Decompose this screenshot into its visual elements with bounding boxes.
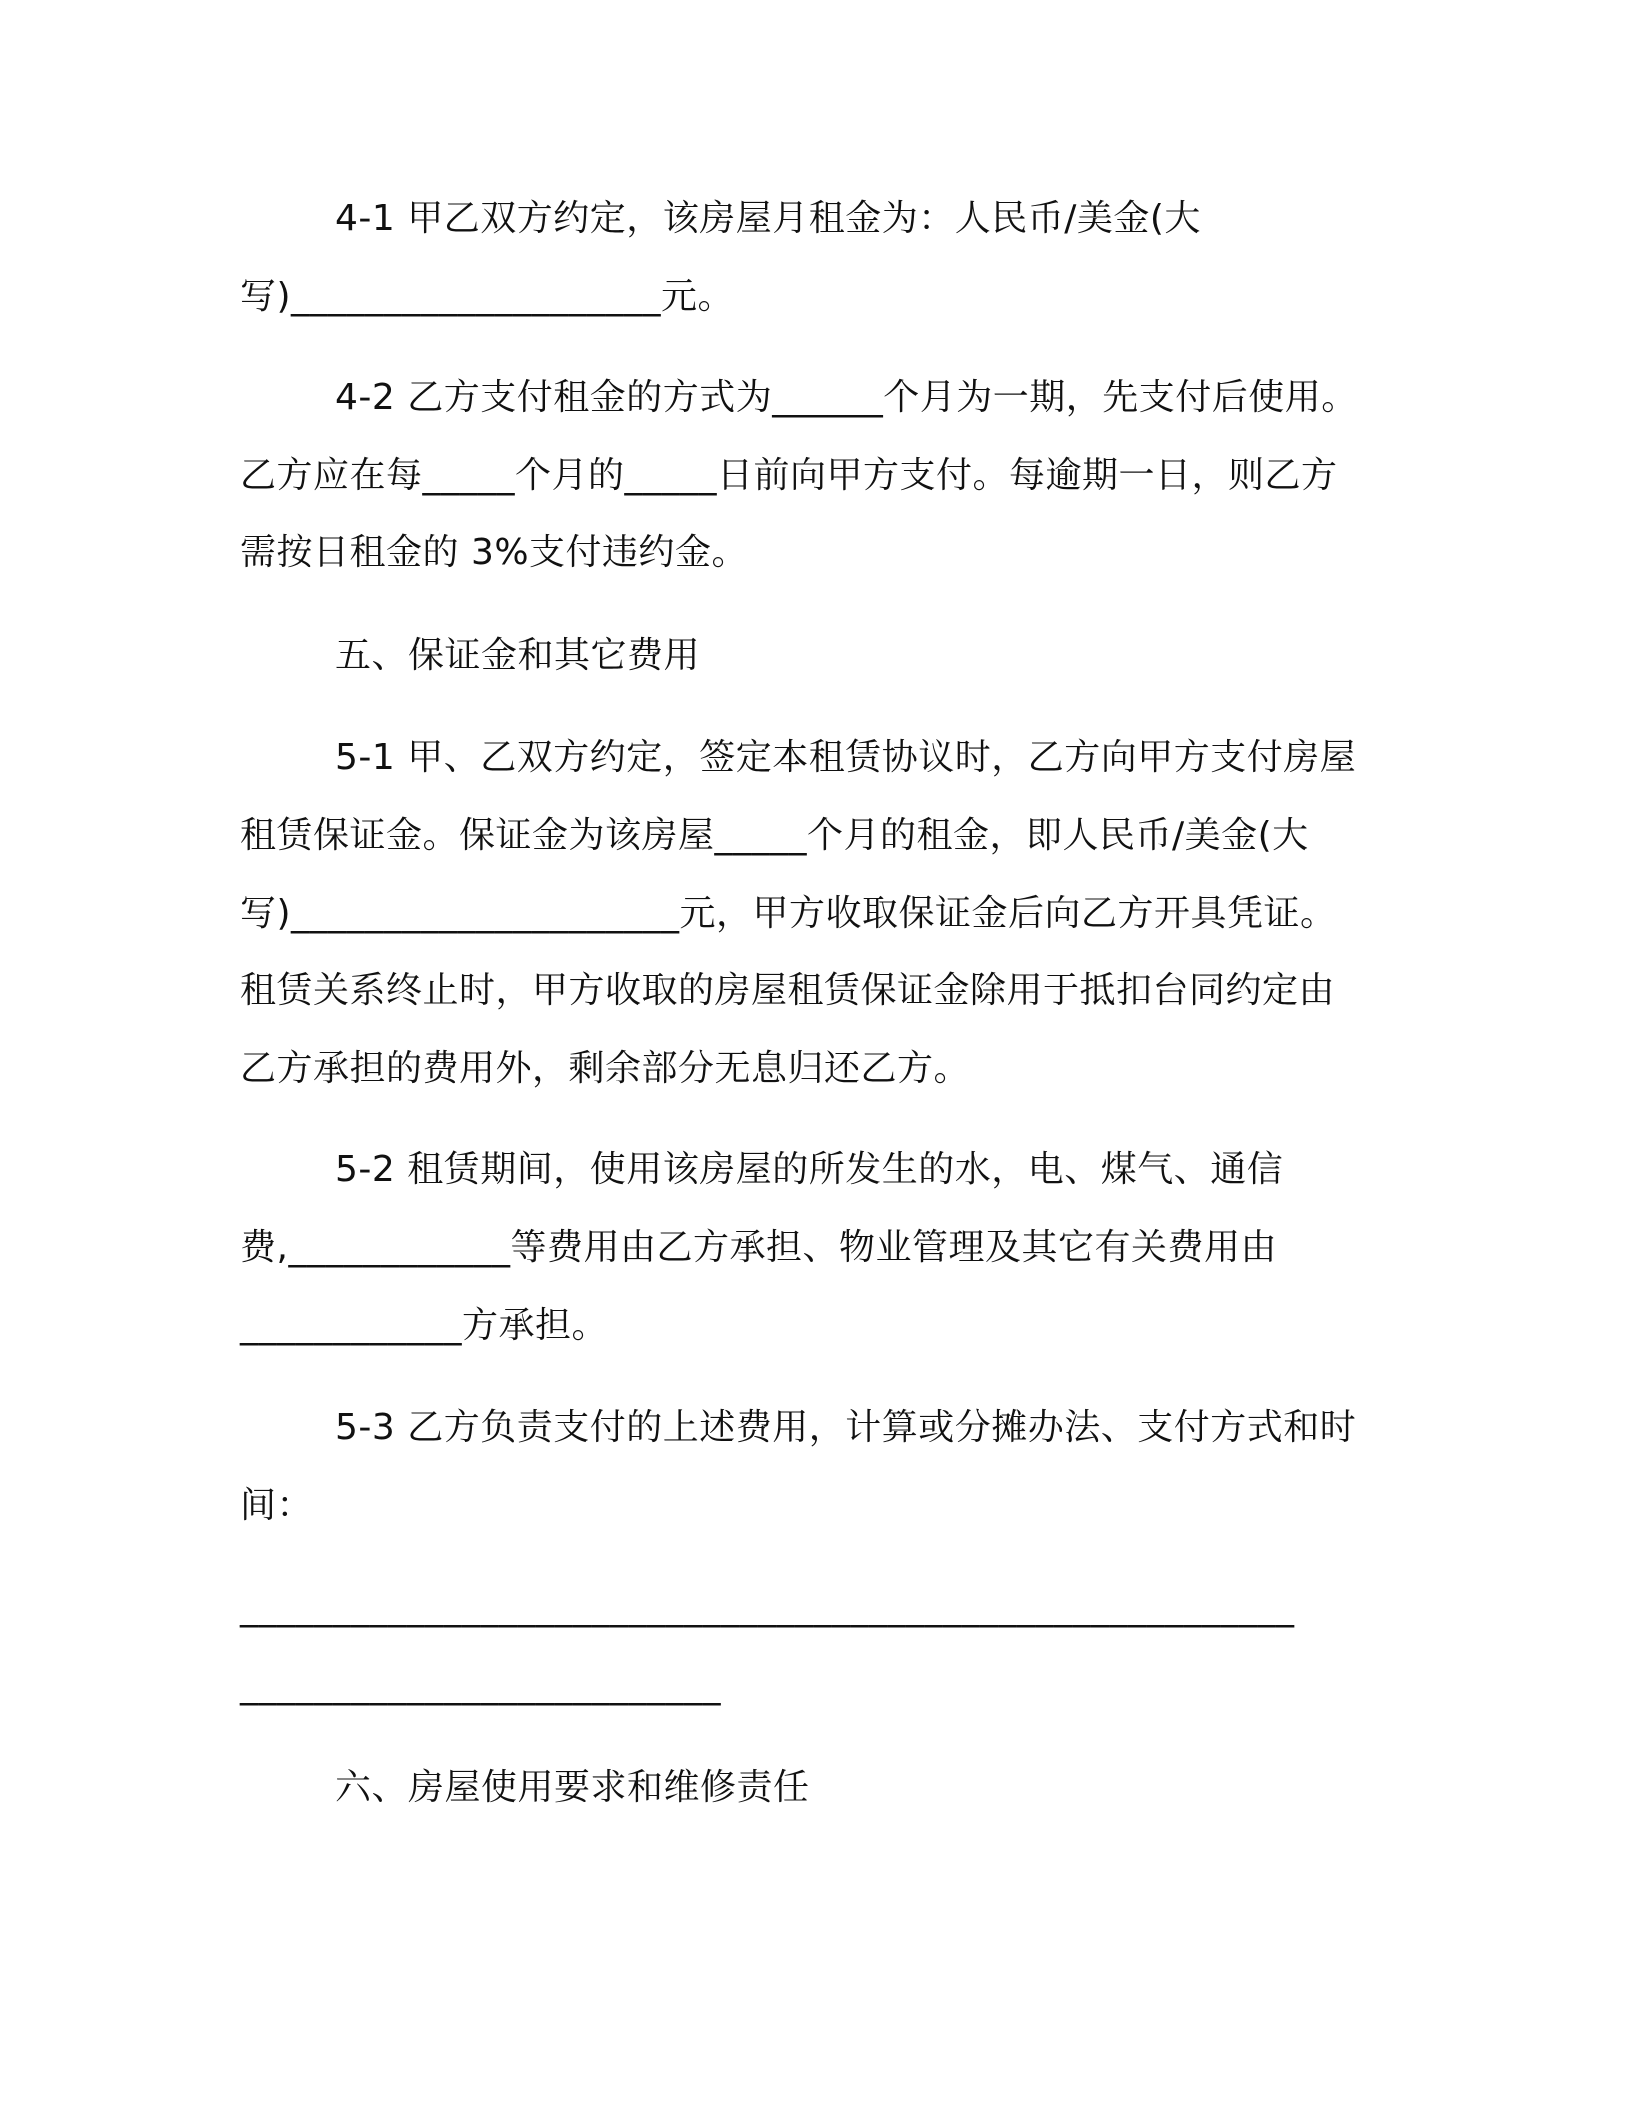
clause-5-3-line-1: 5-3 乙方负责支付的上述费用，计算或分摊办法、支付方式和时 <box>335 1407 1357 1448</box>
clause-5-3-line-2: 间： <box>240 1485 314 1526</box>
clause-5-2-line-1: 5-2 租赁期间，使用该房屋的所发生的水，电、煤气、通信 <box>335 1149 1284 1190</box>
clause-5-1-line-3: 写)_____________________元，甲方收取保证金后向乙方开具凭证。 <box>240 893 1337 934</box>
clause-4-1-line-2: 写)____________________元。 <box>240 276 735 317</box>
clause-4-2-line-3: 需按日租金的 3%支付违约金。 <box>240 532 749 573</box>
clause-5-1-line-1: 5-1 甲、乙双方约定，签定本租赁协议时，乙方向甲方支付房屋 <box>335 737 1357 778</box>
clause-5-2-line-2: 费,____________等费用由乙方承担、物业管理及其它有关费用由 <box>240 1227 1277 1268</box>
clause-5-1-line-5: 乙方承担的费用外，剩余部分无息归还乙方。 <box>240 1048 971 1089</box>
clause-5-1-line-4: 租赁关系终止时，甲方收取的房屋租赁保证金除用于抵扣台同约定由 <box>240 970 1336 1011</box>
blank-fill-line-1: _________________________________________________________ <box>240 1587 1295 1628</box>
clause-4-1-line-1: 4-1 甲乙双方约定，该房屋月租金为：人民币/美金(大 <box>335 198 1201 239</box>
clause-5-1-line-2: 租赁保证金。保证金为该房屋_____个月的租金，即人民币/美金(大 <box>240 815 1309 856</box>
blank-fill-line-2: __________________________ <box>240 1665 721 1706</box>
section-5-heading: 五、保证金和其它费用 <box>335 635 701 676</box>
clause-4-2-line-2: 乙方应在每_____个月的_____日前向甲方支付。每逾期一日，则乙方 <box>240 455 1338 496</box>
clause-4-2-line-1: 4-2 乙方支付租金的方式为______个月为一期，先支付后使用。 <box>335 377 1358 418</box>
section-6-heading: 六、房屋使用要求和维修责任 <box>335 1767 810 1808</box>
clause-5-2-line-3: ____________方承担。 <box>240 1305 609 1346</box>
